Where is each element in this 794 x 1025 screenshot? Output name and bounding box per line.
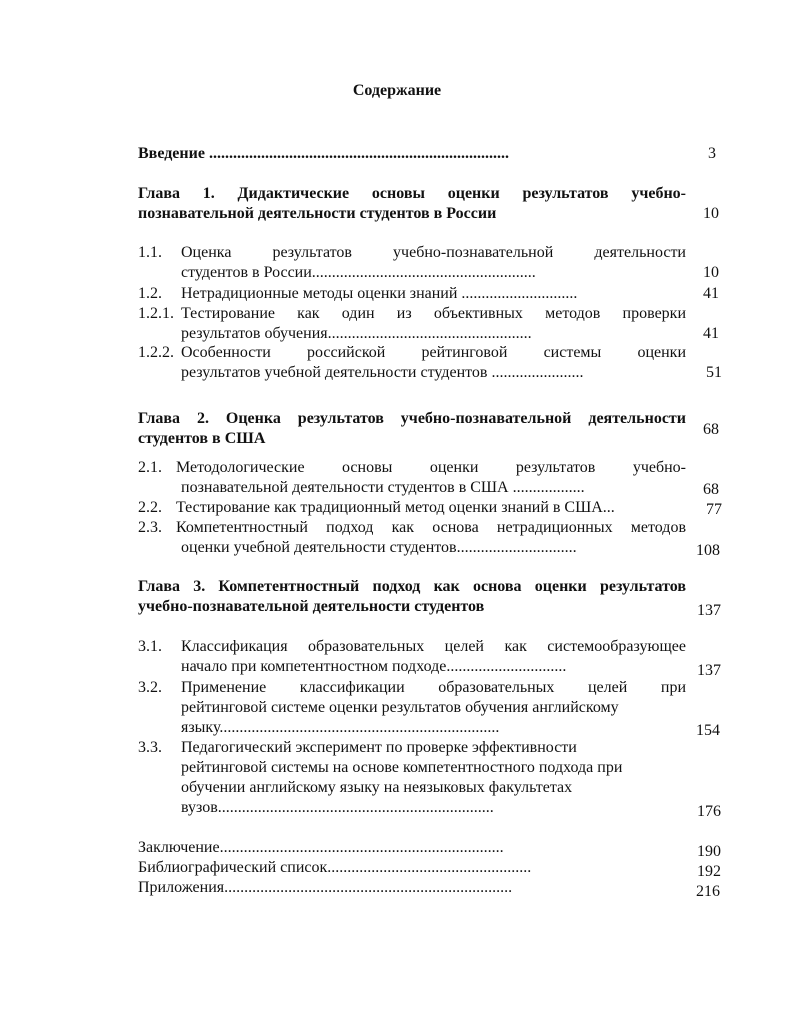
page-number: 154 xyxy=(696,722,720,739)
section-1-2-2-line-2 xyxy=(181,363,583,383)
page-number: 10 xyxy=(703,264,719,281)
toc-entry-appendices xyxy=(138,878,512,898)
leader-dots: ........................................................................ xyxy=(224,879,513,896)
section-1-2-1-line-2 xyxy=(181,324,532,344)
page-number: 216 xyxy=(696,883,720,900)
section-1-2-2-line-1: Особенности российской рейтинговой системы оценки xyxy=(181,344,686,361)
section-3-3-line-4 xyxy=(181,798,494,818)
page-title: Содержание xyxy=(352,82,442,99)
chapter-2-line-2: студентов в США xyxy=(138,430,266,447)
section-number: 3.1. xyxy=(138,638,162,655)
section-number: 1.2.1. xyxy=(138,305,174,322)
section-3-1-line-1: Классификация образовательных целей как системообразующее xyxy=(181,638,686,655)
entry-label: вузов xyxy=(181,799,218,816)
leader-dots: .............................. xyxy=(446,658,567,675)
entry-label: Библиографический список xyxy=(138,859,328,876)
toc-entry-intro xyxy=(138,144,509,164)
leader-dots: ........................................................................... xyxy=(208,145,509,162)
page-number: 51 xyxy=(706,364,722,381)
section-2-1-line-2 xyxy=(181,478,585,498)
section-number: 1.2.2. xyxy=(138,344,174,361)
page-number: 68 xyxy=(703,421,719,438)
section-1-1-line-2 xyxy=(181,263,536,283)
page-number: 3 xyxy=(708,145,716,162)
entry-label: Заключение xyxy=(138,839,220,856)
chapter-1-line-1: Глава 1. Дидактические основы оценки результатов учебно- xyxy=(138,185,686,202)
section-1-2-1-line-1: Тестирование как один из объективных методов проверки xyxy=(181,305,686,322)
section-3-1-line-2 xyxy=(181,657,566,677)
page-number: 41 xyxy=(703,285,719,302)
chapter-3-line-1: Глава 3. Компетентностный подход как основа оценки результатов xyxy=(138,578,686,595)
section-3-3-line-2: рейтинговой системы на основе компетентностного подхода при xyxy=(181,759,623,776)
leader-dots: ..................................................................... xyxy=(217,799,494,816)
entry-label: результатов обучения xyxy=(181,325,328,342)
section-2-1-line-1: Методологические основы оценки результатов учебно- xyxy=(176,459,686,476)
entry-label: студентов в России xyxy=(181,264,312,281)
leader-dots: ................................................... xyxy=(327,859,532,876)
page-number: 68 xyxy=(703,481,719,498)
page-number: 192 xyxy=(697,863,721,880)
section-number: 3.2. xyxy=(138,679,162,696)
section-1-2-line-1 xyxy=(181,284,577,304)
entry-label: познавательной деятельности студентов в США xyxy=(181,479,513,496)
section-3-2-line-3 xyxy=(181,718,499,738)
section-2-3-line-2 xyxy=(181,538,577,558)
section-number: 2.2. xyxy=(138,499,162,516)
section-3-3-line-3: обучении английскому языку на неязыковых факультетах xyxy=(181,779,573,796)
toc-entry-conclusion xyxy=(138,838,504,858)
leader-dots: .............................. xyxy=(456,539,577,556)
section-3-2-line-2: рейтинговой системе оценки результатов обучения английскому xyxy=(181,699,619,716)
page-number: 108 xyxy=(696,542,720,559)
page-number: 10 xyxy=(703,205,719,222)
leader-dots: ................................................... xyxy=(327,325,532,342)
page-number: 137 xyxy=(697,662,721,679)
leader-dots: .................. xyxy=(512,479,585,496)
section-number: 1.2. xyxy=(138,285,162,302)
entry-label: Приложения xyxy=(138,879,225,896)
chapter-3-line-2: учебно-познавательной деятельности студентов xyxy=(138,598,485,615)
page-number: 176 xyxy=(697,803,721,820)
section-number: 2.1. xyxy=(138,459,162,476)
section-1-1-line-1: Оценка результатов учебно-познавательной деятельности xyxy=(181,244,686,261)
entry-label: начало при компетентностном подходе xyxy=(181,658,447,675)
chapter-2-line-1: Глава 2. Оценка результатов учебно-познавательной деятельности xyxy=(138,410,686,427)
section-number: 3.3. xyxy=(138,739,162,756)
leader-dots: ....................................................................... xyxy=(219,839,504,856)
leader-dots: ........................................................ xyxy=(311,264,536,281)
section-number: 2.3. xyxy=(138,519,162,536)
section-2-3-line-1: Компетентностный подход как основа нетрадиционных методов xyxy=(176,519,686,536)
entry-label: Введение xyxy=(138,145,209,162)
section-3-2-line-1: Применение классификации образовательных целей при xyxy=(181,679,686,696)
section-number: 1.1. xyxy=(138,244,162,261)
entry-label: Нетрадиционные методы оценки знаний xyxy=(181,285,462,302)
entry-label: результатов учебной деятельности студентов xyxy=(181,364,492,381)
page-number: 41 xyxy=(703,325,719,342)
entry-label: языку xyxy=(181,719,220,736)
page-number: 137 xyxy=(697,602,721,619)
leader-dots: ....................... xyxy=(491,364,584,381)
leader-dots: ...................................................................... xyxy=(219,719,500,736)
chapter-1-line-2: познавательной деятельности студентов в России xyxy=(138,205,497,222)
section-3-3-line-1: Педагогический эксперимент по проверке эффективности xyxy=(181,739,577,756)
leader-dots: ............................. xyxy=(461,285,578,302)
section-2-2-line-1: Тестирование как традиционный метод оценки знаний в США... xyxy=(176,499,615,516)
entry-label: оценки учебной деятельности студентов xyxy=(181,539,457,556)
page-number: 190 xyxy=(697,843,721,860)
page-number: 77 xyxy=(706,501,722,518)
toc-entry-bibliography xyxy=(138,858,531,878)
